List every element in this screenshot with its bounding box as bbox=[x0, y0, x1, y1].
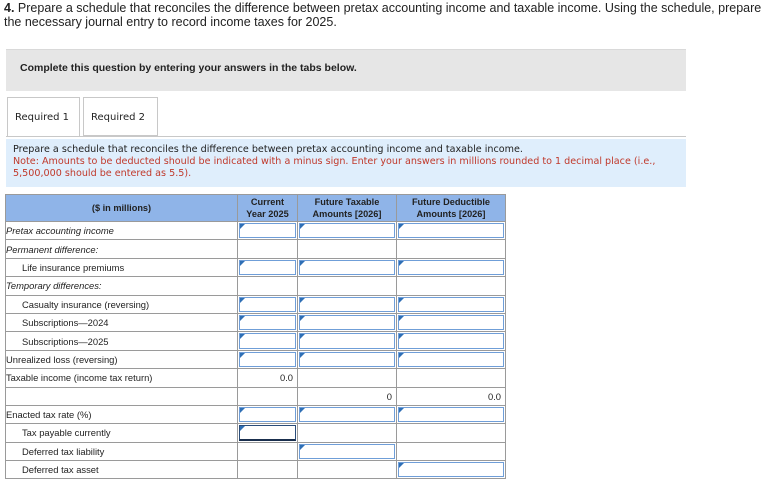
input-unrealized-deductible[interactable] bbox=[398, 352, 504, 367]
header-row bbox=[6, 195, 506, 222]
row-taxable-income bbox=[6, 369, 506, 387]
tab-required-1[interactable]: Required 1 bbox=[7, 97, 80, 137]
input-unrealized-taxable[interactable] bbox=[299, 352, 395, 367]
row-totals bbox=[6, 387, 506, 405]
taxable-income-current-value: 0.0 bbox=[279, 372, 293, 384]
instructions-main: Prepare a schedule that reconciles the difference between pretax accounting income and taxable income. bbox=[13, 144, 523, 155]
input-subs2025-current[interactable] bbox=[239, 333, 296, 348]
row-label: Pretax accounting income bbox=[6, 222, 238, 240]
question-number: 4. bbox=[4, 1, 15, 15]
input-pretax-deductible[interactable] bbox=[398, 223, 504, 238]
header-future-deductible: Future Deductible Amounts [2026] bbox=[397, 195, 506, 222]
question-text bbox=[4, 1, 764, 29]
row-temporary bbox=[6, 277, 506, 295]
row-permanent bbox=[6, 240, 506, 258]
row-tax-payable bbox=[6, 424, 506, 442]
row-deferred-asset bbox=[6, 461, 506, 479]
row-label: Life insurance premiums bbox=[6, 258, 238, 276]
instructions-note: Note: Amounts to be deducted should be indicated with a minus sign. Enter your answers in millions rounded to 1 decimal place (i.e., 5,500,000 should be entered as 5.5). bbox=[13, 156, 656, 179]
question-body: Prepare a schedule that reconciles the difference between pretax accounting income and taxable income. Using the schedule, prepare the necessary journal entry to record income taxes for 2025. bbox=[4, 1, 762, 29]
row-life-insurance bbox=[6, 258, 506, 276]
input-subs2025-taxable[interactable] bbox=[299, 333, 395, 348]
row-casualty bbox=[6, 295, 506, 313]
instructions-banner bbox=[6, 49, 686, 91]
future-deductible-total: 0.0 bbox=[487, 390, 501, 402]
input-unrealized-current[interactable] bbox=[239, 352, 296, 367]
banner-text: Complete this question by entering your answers in the tabs below. bbox=[20, 62, 357, 74]
tab-required-2[interactable]: Required 2 bbox=[83, 97, 158, 136]
input-pretax-current[interactable] bbox=[239, 223, 296, 238]
row-label: Unrealized loss (reversing) bbox=[6, 350, 238, 368]
row-subs-2025 bbox=[6, 332, 506, 350]
header-current-year: Current Year 2025 bbox=[238, 195, 298, 222]
input-casualty-taxable[interactable] bbox=[299, 297, 395, 312]
row-unrealized bbox=[6, 350, 506, 368]
input-life-deductible[interactable] bbox=[398, 260, 504, 275]
input-rate-deductible[interactable] bbox=[398, 407, 504, 422]
input-subs2024-taxable[interactable] bbox=[299, 315, 395, 330]
input-casualty-deductible[interactable] bbox=[398, 297, 504, 312]
input-subs2024-deductible[interactable] bbox=[398, 315, 504, 330]
input-payable-current[interactable] bbox=[239, 425, 296, 440]
input-casualty-current[interactable] bbox=[239, 297, 296, 312]
row-label: Permanent difference: bbox=[6, 240, 238, 258]
row-label: Casualty insurance (reversing) bbox=[6, 295, 238, 313]
row-subs-2024 bbox=[6, 313, 506, 331]
row-label: Temporary differences: bbox=[6, 277, 238, 295]
row-label: Subscriptions—2024 bbox=[6, 313, 238, 331]
reconciliation-schedule bbox=[5, 194, 506, 479]
input-pretax-taxable[interactable] bbox=[299, 223, 395, 238]
row-deferred-liability bbox=[6, 442, 506, 460]
row-label: Taxable income (income tax return) bbox=[6, 369, 238, 387]
header-future-taxable: Future Taxable Amounts [2026] bbox=[298, 195, 397, 222]
header-label: ($ in millions) bbox=[6, 195, 238, 222]
row-tax-rate bbox=[6, 405, 506, 423]
row-label: Subscriptions—2025 bbox=[6, 332, 238, 350]
future-taxable-total: 0 bbox=[386, 390, 392, 402]
tab-divider bbox=[6, 136, 686, 137]
input-life-current[interactable] bbox=[239, 260, 296, 275]
input-dtl-taxable[interactable] bbox=[299, 444, 395, 459]
input-rate-taxable[interactable] bbox=[299, 407, 395, 422]
input-subs2025-deductible[interactable] bbox=[398, 333, 504, 348]
instructions-panel bbox=[6, 139, 686, 187]
input-rate-current[interactable] bbox=[239, 407, 296, 422]
input-subs2024-current[interactable] bbox=[239, 315, 296, 330]
row-label: Deferred tax asset bbox=[6, 461, 238, 479]
row-pretax bbox=[6, 222, 506, 240]
row-label: Deferred tax liability bbox=[6, 442, 238, 460]
row-label: Tax payable currently bbox=[6, 424, 238, 442]
input-life-taxable[interactable] bbox=[299, 260, 395, 275]
row-label: Enacted tax rate (%) bbox=[6, 405, 238, 423]
input-dta-deductible[interactable] bbox=[398, 462, 504, 477]
